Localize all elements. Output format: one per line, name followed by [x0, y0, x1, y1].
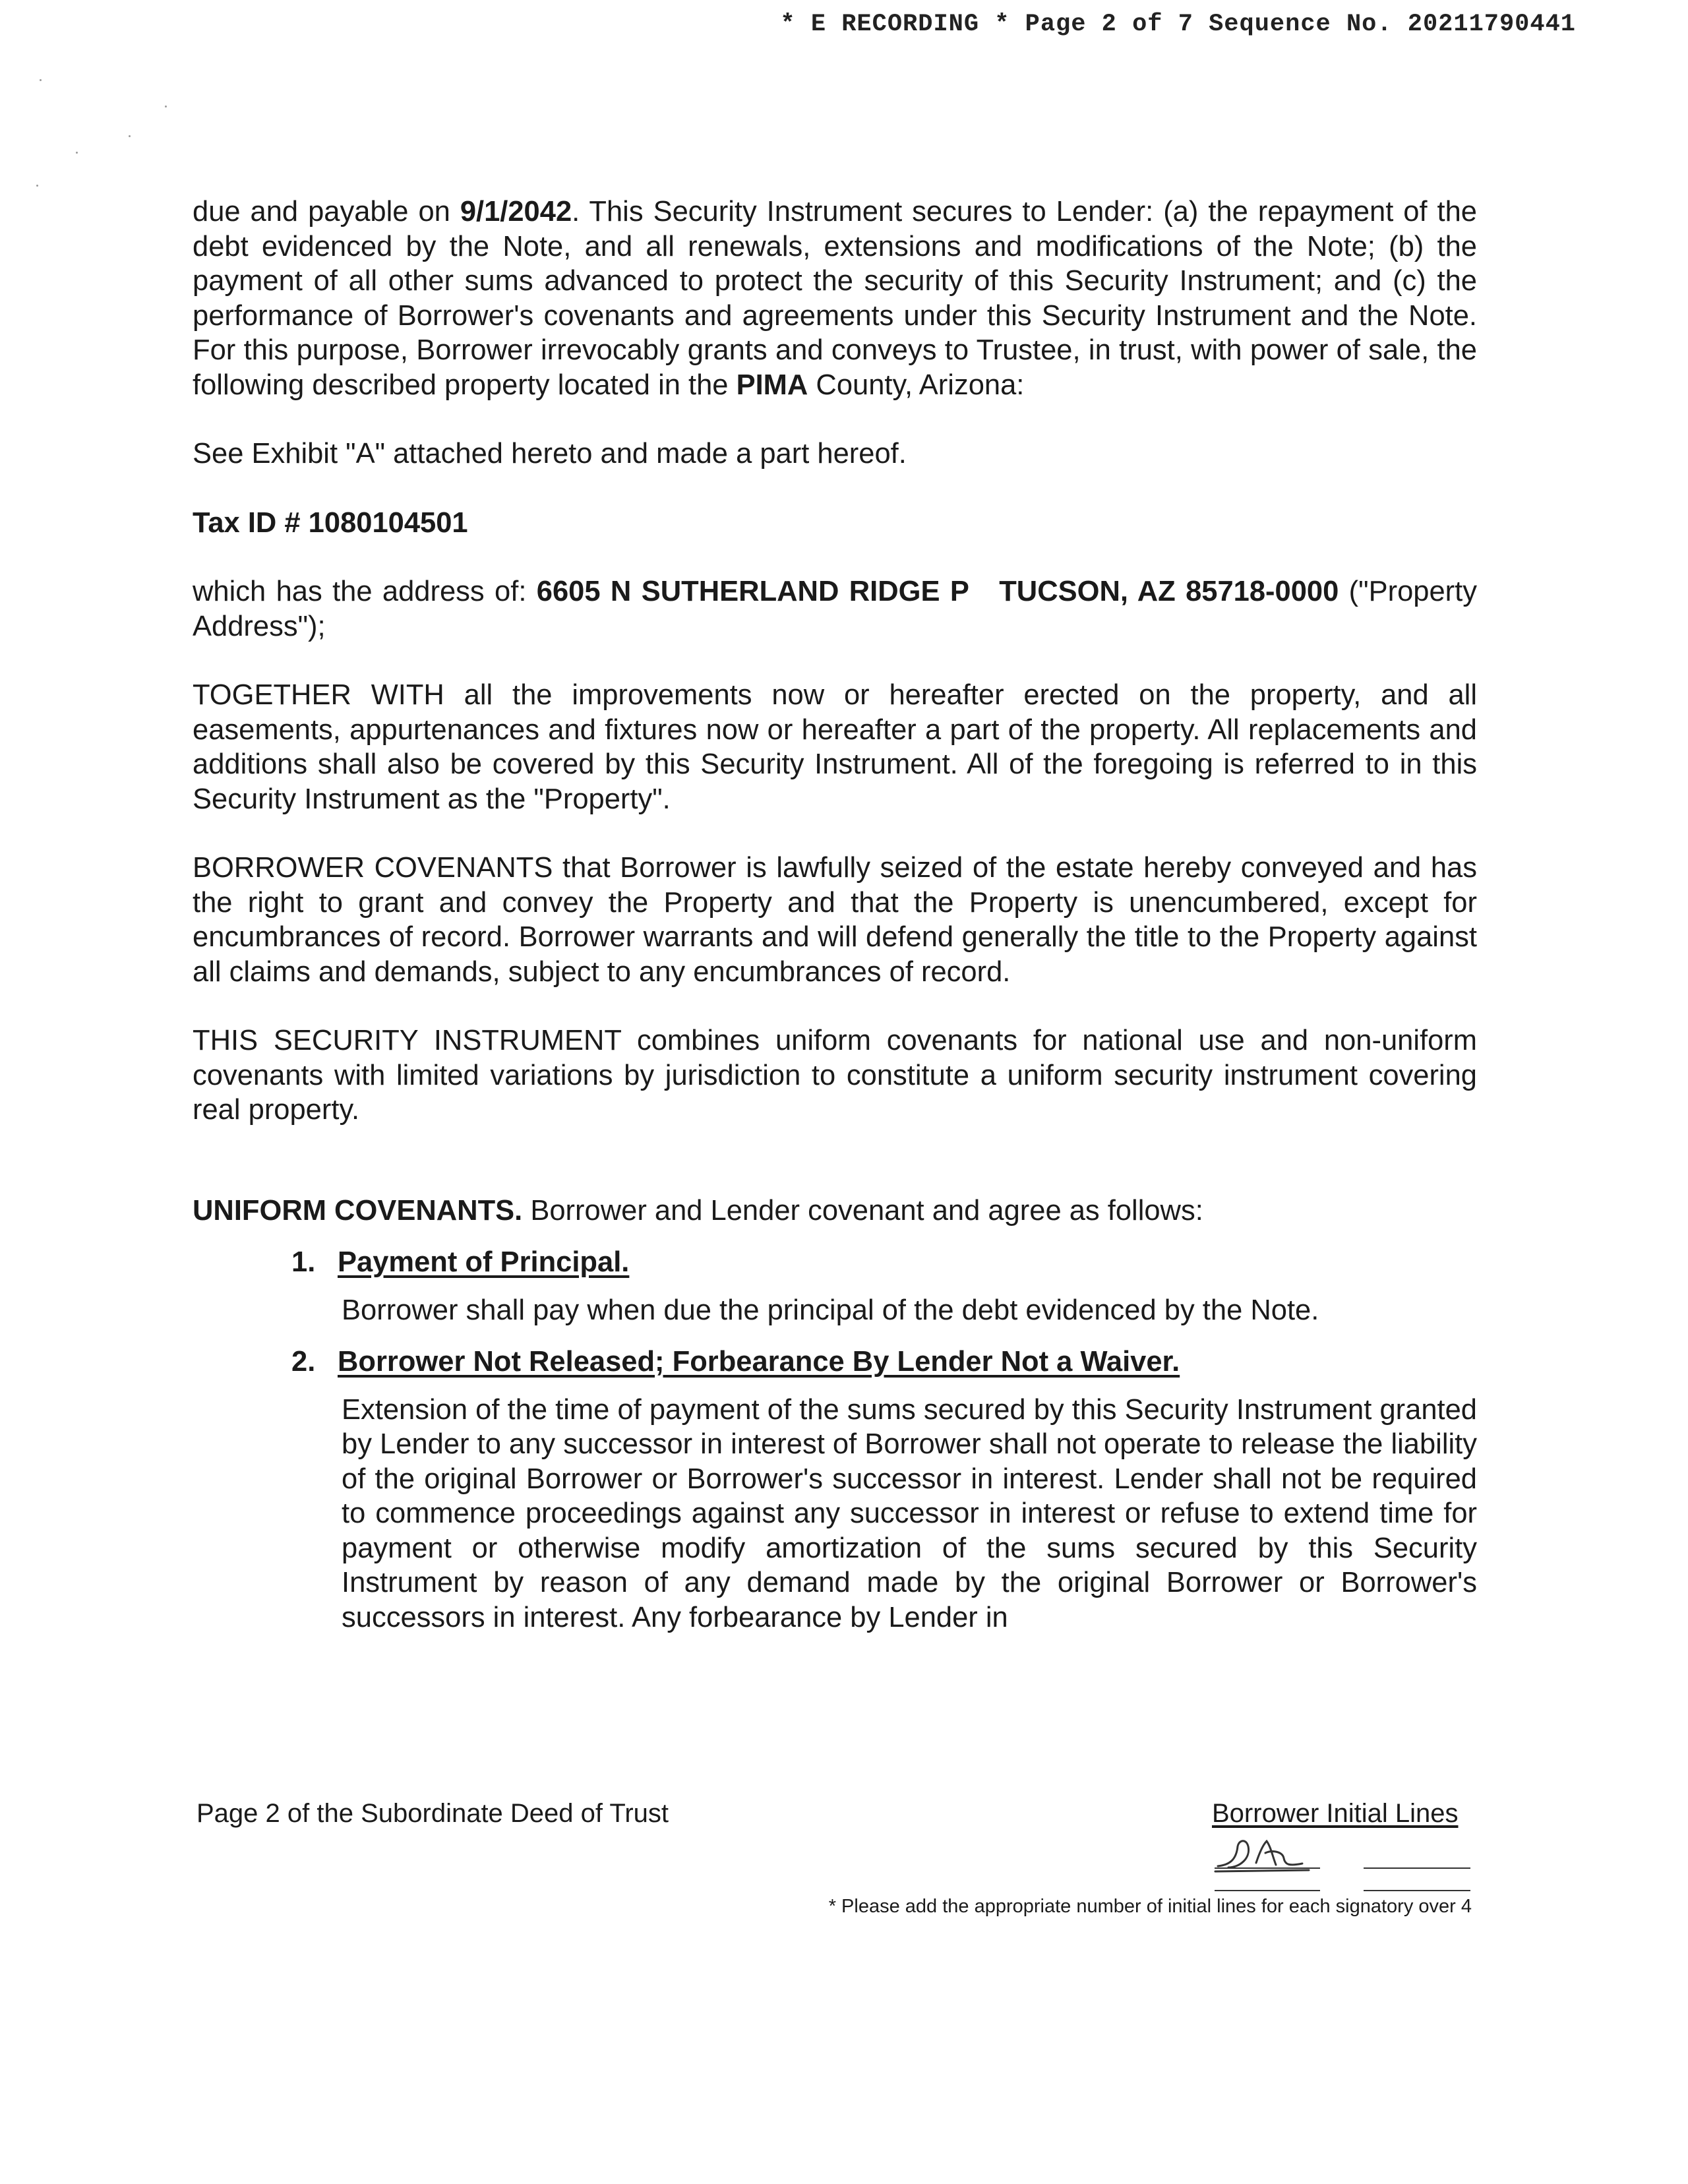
paragraph-exhibit: See Exhibit "A" attached hereto and made a part hereof.: [193, 438, 907, 470]
text: due and payable on: [193, 196, 460, 228]
paragraph-borrower-covenants: BORROWER COVENANTS that Borrower is lawfully seized of the estate hereby conveyed and has the right to grant and convey the Property and that the Property is unencumbered, except for encumbrances of record. Borrower warrants and will defend generally the title to the Property against all claims and demands, subject to any encumbrances of record.: [193, 852, 1477, 988]
initial-line: [1364, 1867, 1470, 1869]
page-footer-label: Page 2 of the Subordinate Deed of Trust: [196, 1799, 669, 1828]
paragraph-together-with: TOGETHER WITH all the improvements now or hereafter erected on the property, and all easements, appurtenances and fixtures now or hereafter a part of the property. All replacements and additions shall also be covered by this Security Instrument. All of the foregoing is referred to in this Security Instrument as the "Property".: [193, 679, 1477, 815]
covenant-number: 1.: [291, 1246, 316, 1278]
covenant-body-2: Extension of the time of payment of the sums secured by this Security Instrument granted by Lender to any successor in interest of Borrower shall not operate to release the liability of the original Borrower or Borrower's successor in interest. Lender shall not be required to commence proceedings against any successor in interest or refuse to extend time for payment or otherwise modify amortization of the sums secured by this Security Instrument by reason of any demand made by the original Borrower or Borrower's successors in interest. Any forbearance by Lender in: [342, 1393, 1477, 1633]
initial-line: [1364, 1890, 1470, 1891]
tax-id: [193, 506, 1477, 541]
initials-footnote: * Please add the appropriate number of initial lines for each signatory over 4: [828, 1896, 1472, 1917]
covenant-title: Borrower Not Released; Forbearance By Lender Not a Waiver.: [338, 1346, 1180, 1378]
scan-speck: [165, 106, 167, 107]
covenant-number: 2.: [291, 1346, 316, 1378]
covenant-heading-1: [291, 1245, 1477, 1280]
covenant-body-1: Borrower shall pay when due the principal of the debt evidenced by the Note.: [342, 1294, 1319, 1326]
scan-speck: [76, 152, 78, 154]
text: ("Property Address");: [193, 576, 1477, 642]
text: . This Security Instrument secures to Lender: (a) the repayment of the debt evidenced by the Note, and all renewals, extensions and modifications of the Note; (b) the payment of all other sums advanced to protect the security of this Security Instrument; and (c) the performance of Borrower's covenants and agreements under this Security Instrument and the Note. For this purpose, Borrower irrevocably grants and conveys to Trustee, in trust, with power of sale, the following described property located in the: [193, 196, 1477, 401]
covenant-heading-2: [291, 1345, 1477, 1380]
scan-speck: [36, 185, 38, 187]
text: Borrower and Lender covenant and agree as follows:: [522, 1194, 1203, 1227]
scan-speck: [129, 135, 131, 137]
initial-line: [1215, 1890, 1320, 1891]
county-name: PIMA: [736, 369, 808, 401]
paragraph-secures: [193, 195, 1477, 402]
text: County, Arizona:: [808, 369, 1025, 401]
covenant-title: Payment of Principal.: [338, 1246, 630, 1278]
tax-id-text: Tax ID # 1080104501: [193, 506, 468, 539]
paragraph-address: [193, 574, 1477, 644]
initial-line: [1215, 1867, 1320, 1869]
scan-speck: [40, 79, 42, 81]
uniform-covenants-label: UNIFORM COVENANTS.: [193, 1194, 523, 1227]
initials-signature: [1210, 1827, 1322, 1879]
text: which has the address of:: [193, 576, 537, 607]
due-date: 9/1/2042: [460, 196, 572, 228]
paragraph-security-instrument: THIS SECURITY INSTRUMENT combines uniform covenants for national use and non-uniform covenants with limited variations by jurisdiction to constitute a uniform security instrument covering real property.: [193, 1025, 1477, 1126]
document-body: [193, 195, 1477, 1635]
initial-lines-title: Borrower Initial Lines: [1212, 1799, 1459, 1828]
recording-header: * E RECORDING * Page 2 of 7 Sequence No. 20211790441: [780, 11, 1576, 38]
property-address: 6605 N SUTHERLAND RIDGE P TUCSON, AZ 85718-0000: [536, 576, 1339, 607]
paragraph-uniform-covenants: [193, 1194, 1477, 1228]
